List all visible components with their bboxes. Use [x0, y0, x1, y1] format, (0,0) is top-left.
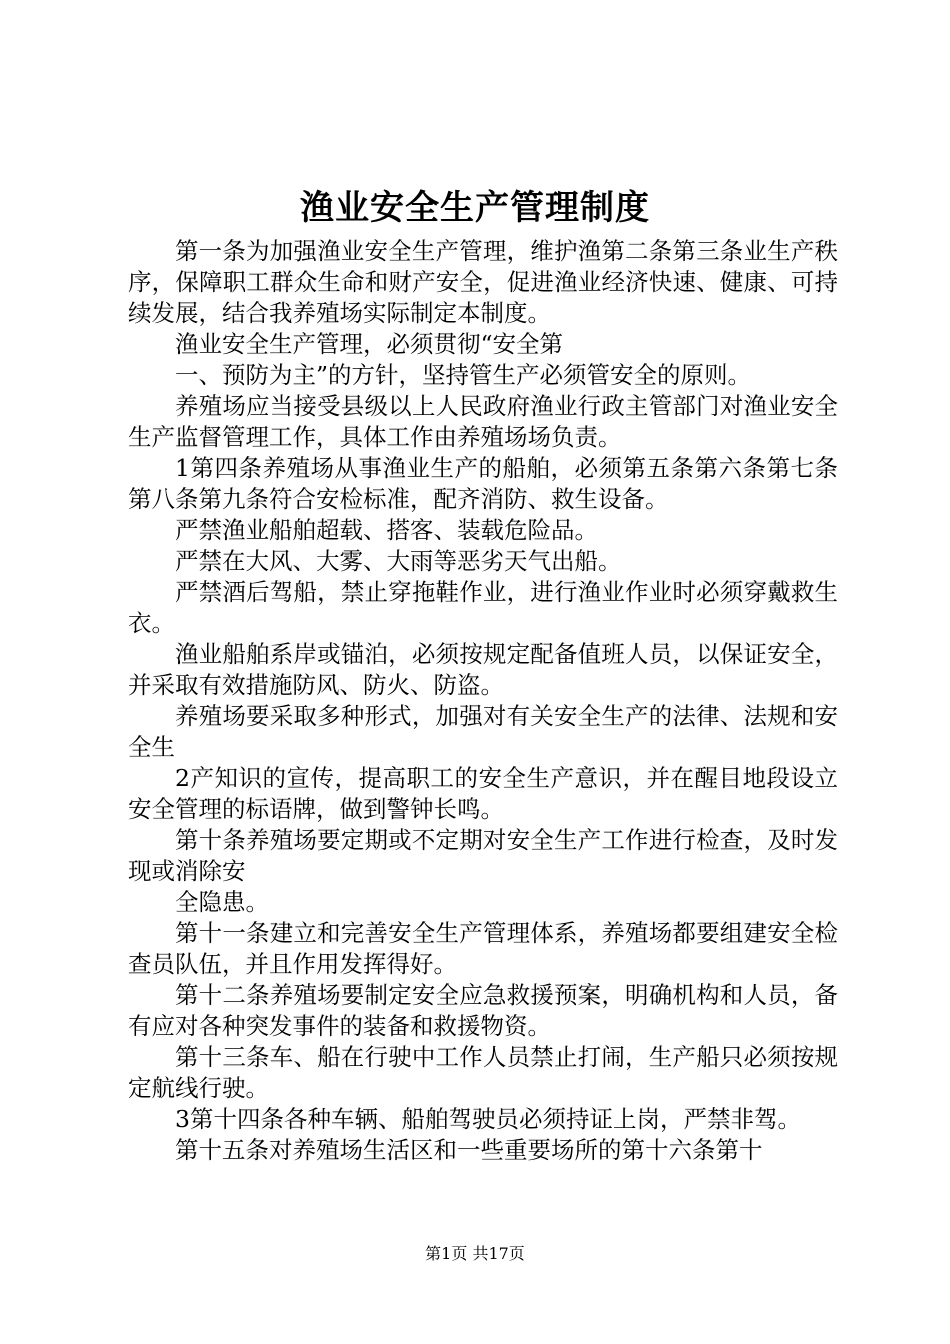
paragraph-14: 第十一条建立和完善安全生产管理体系，养殖场都要组建安全检查员队伍，并且作用发挥得好。 [128, 919, 838, 978]
paragraph-12: 第十条养殖场要定期或不定期对安全生产工作进行检查，及时发现或消除安 [128, 826, 838, 885]
paragraph-6: 严禁渔业船舶超载、搭客、装载危险品。 [175, 516, 598, 544]
paragraph-4: 养殖场应当接受县级以上人民政府渔业行政主管部门对渔业安全生产监督管理工作，具体工作由养殖场场负责。 [128, 392, 838, 451]
page-number: 第1页 共17页 [425, 1244, 525, 1263]
paragraph-17: 3第十四条各种车辆、船舶驾驶员必须持证上岗，严禁非驾。 [175, 1105, 801, 1133]
paragraph-13: 全隐患。 [175, 888, 269, 916]
paragraph-5: 1第四条养殖场从事渔业生产的船舶，必须第五条第六条第七条第八条第九条符合安检标准，配齐消防、救生设备。 [128, 454, 838, 513]
paragraph-10: 养殖场要采取多种形式，加强对有关安全生产的法律、法规和安全生 [128, 702, 838, 761]
paragraph-1: 第一条为加强渔业安全生产管理，维护渔第二条第三条业生产秩序，保障职工群众生命和财产安全，促进渔业经济快速、健康、可持续发展，结合我养殖场实际制定本制度。 [128, 237, 838, 327]
paragraph-11: 2产知识的宣传，提高职工的安全生产意识，并在醒目地段设立安全管理的标语牌，做到警钟长鸣。 [128, 764, 838, 823]
paragraph-16: 第十三条车、船在行驶中工作人员禁止打闹，生产船只必须按规定航线行驶。 [128, 1043, 838, 1102]
paragraph-18: 第十五条对养殖场生活区和一些重要场所的第十六条第十 [175, 1136, 763, 1164]
document-title: 渔业安全生产管理制度 [300, 188, 650, 228]
paragraph-15: 第十二条养殖场要制定安全应急救援预案，明确机构和人员，备有应对各种突发事件的装备和救援物资。 [128, 981, 838, 1040]
paragraph-7: 严禁在大风、大雾、大雨等恶劣天气出船。 [175, 547, 622, 575]
document-body [128, 236, 838, 1166]
paragraph-9: 渔业船舶系岸或锚泊，必须按规定配备值班人员，以保证安全，并采取有效措施防风、防火、防盗。 [128, 640, 838, 699]
paragraph-3: 一、预防为主”的方针，坚持管生产必须管安全的原则。 [175, 361, 752, 389]
paragraph-8: 严禁酒后驾船，禁止穿拖鞋作业，进行渔业作业时必须穿戴救生衣。 [128, 578, 838, 637]
paragraph-2: 渔业安全生产管理，必须贯彻“安全第 [175, 330, 564, 358]
